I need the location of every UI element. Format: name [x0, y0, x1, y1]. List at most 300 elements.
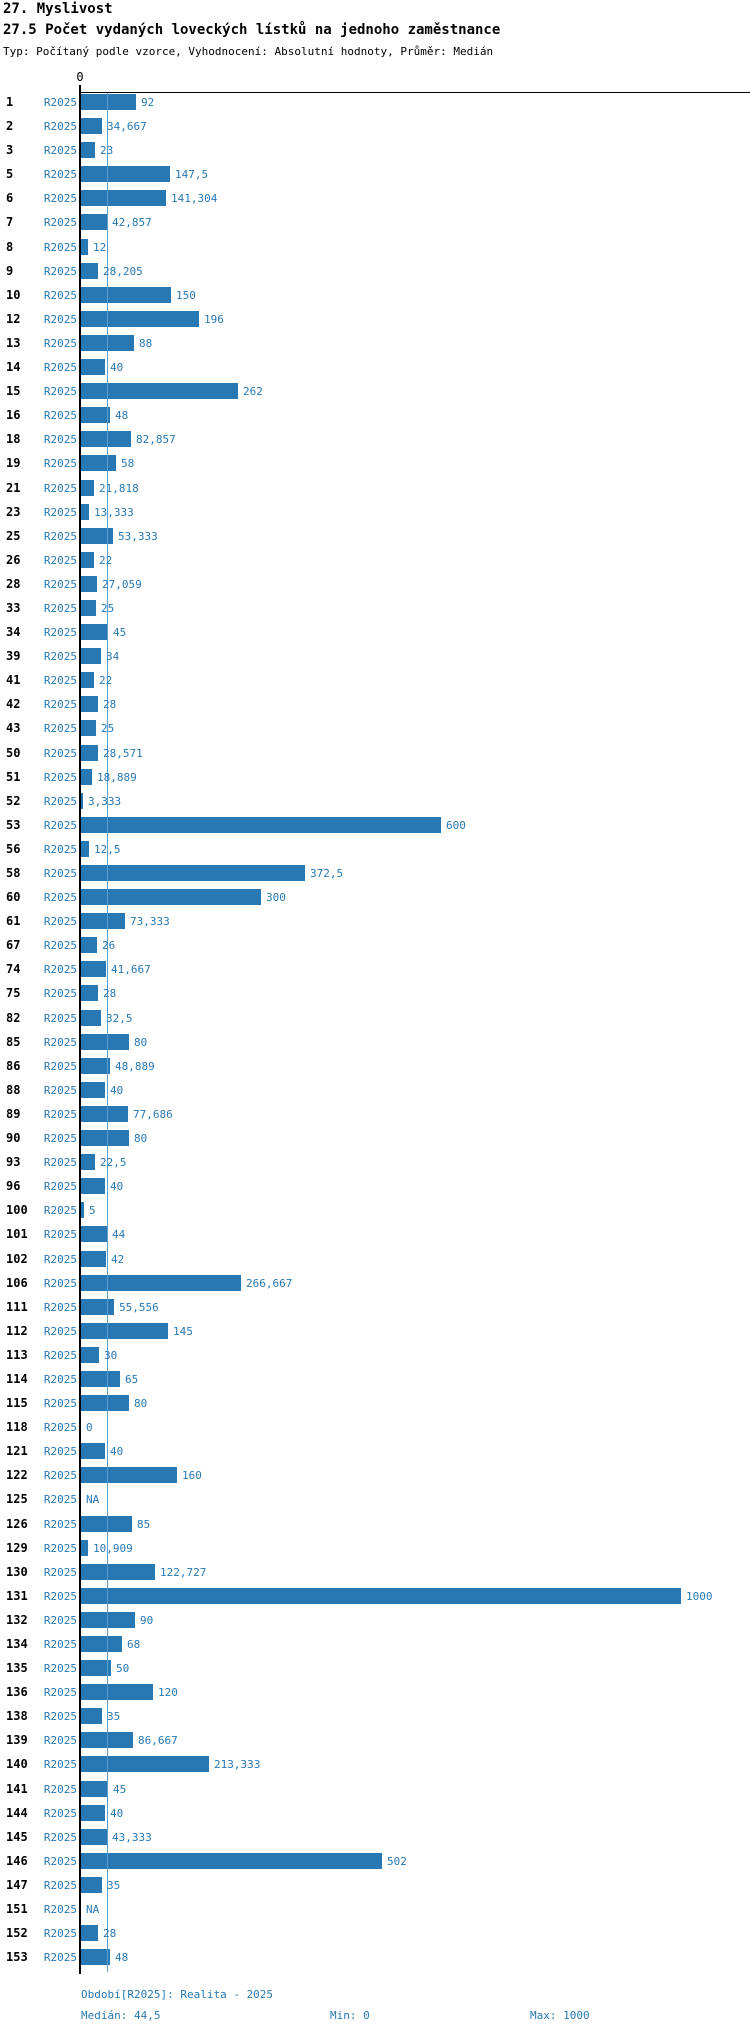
row-id-label: 34	[6, 625, 21, 640]
chart-row	[0, 1945, 750, 1969]
bar	[81, 287, 171, 303]
series-label: R2025	[43, 1252, 77, 1266]
row-id-label: 8	[6, 239, 14, 254]
value-label: 18,889	[97, 770, 137, 784]
page-title: 27.5 Počet vydaných loveckých lístků na jednoho zaměstnance	[3, 22, 501, 38]
chart-row	[0, 1704, 750, 1728]
series-label: R2025	[43, 577, 77, 591]
chart-row	[0, 885, 750, 909]
value-label: 262	[243, 385, 263, 399]
bar	[81, 1154, 95, 1170]
value-label: 86,667	[138, 1734, 178, 1748]
chart-row	[0, 1150, 750, 1174]
chart-row	[0, 1873, 750, 1897]
series-label: R2025	[43, 1686, 77, 1700]
row-id-label: 151	[6, 1902, 28, 1917]
row-id-label: 18	[6, 432, 21, 447]
row-id-label: 67	[6, 938, 21, 953]
chart-row	[0, 210, 750, 234]
chart-row	[0, 909, 750, 933]
series-label: R2025	[43, 1421, 77, 1435]
chart-row	[0, 1439, 750, 1463]
series-label: R2025	[43, 457, 77, 471]
row-id-label: 152	[6, 1926, 28, 1941]
row-id-label: 74	[6, 962, 21, 977]
value-label: 68	[127, 1638, 141, 1651]
series-label: R2025	[43, 963, 77, 977]
row-id-label: 26	[6, 552, 21, 567]
series-label: R2025	[43, 1758, 77, 1772]
value-label: 5	[89, 1204, 96, 1218]
median-reference-line	[107, 93, 108, 1972]
bar	[81, 1756, 209, 1772]
row-id-label: 43	[6, 721, 21, 736]
series-label: R2025	[43, 1059, 77, 1073]
row-id-label: 130	[6, 1564, 28, 1579]
chart-row	[0, 1897, 750, 1921]
row-id-label: 60	[6, 890, 21, 905]
footer-min: Min: 0	[330, 2009, 370, 2022]
series-label: R2025	[43, 553, 77, 567]
footer-period: Období[R2025]: Realita - 2025	[81, 1988, 274, 2001]
bar	[81, 1467, 177, 1483]
value-label: 25	[101, 601, 115, 615]
bar	[81, 1275, 241, 1291]
value-label: 55,556	[119, 1300, 159, 1314]
series-label: R2025	[43, 168, 77, 182]
value-label: 27,059	[102, 577, 142, 591]
row-id-label: 153	[6, 1950, 28, 1965]
chart-row	[0, 1825, 750, 1849]
bar	[81, 600, 96, 616]
series-label: R2025	[43, 1445, 77, 1459]
bar	[81, 311, 199, 327]
row-id-label: 3	[6, 143, 14, 158]
bar	[81, 504, 89, 520]
bar	[81, 624, 108, 640]
series-label: R2025	[43, 240, 77, 254]
series-label: R2025	[43, 867, 77, 880]
series-label: R2025	[43, 1951, 77, 1965]
bar	[81, 1877, 102, 1893]
chart-rows	[0, 90, 750, 1969]
footer-max: Max: 1000	[530, 2009, 590, 2022]
bar	[81, 1588, 681, 1604]
series-label: R2025	[43, 1180, 77, 1194]
value-label: 58	[121, 457, 135, 471]
bar	[81, 1082, 105, 1098]
value-label: 85	[137, 1517, 151, 1531]
chart-row	[0, 186, 750, 210]
chart-row	[0, 524, 750, 548]
bar	[81, 1684, 153, 1700]
value-label: 35	[107, 1878, 121, 1892]
series-label: R2025	[43, 336, 77, 350]
row-id-label: 6	[6, 191, 14, 206]
value-label: 150	[176, 288, 196, 302]
value-label: 502	[387, 1854, 407, 1868]
series-label: R2025	[43, 1734, 77, 1748]
value-label: 40	[110, 361, 124, 375]
series-label: R2025	[43, 1348, 77, 1362]
chart-row	[0, 1391, 750, 1415]
chart-row	[0, 1921, 750, 1945]
value-label: 0	[86, 1421, 93, 1435]
series-label: R2025	[43, 1397, 77, 1411]
value-label: 34	[106, 650, 120, 664]
bar	[81, 793, 83, 809]
chart-row	[0, 1295, 750, 1319]
bar	[81, 1299, 114, 1315]
row-id-label: 10	[6, 287, 21, 302]
value-label: 160	[182, 1469, 202, 1483]
row-id-label: 52	[6, 793, 21, 808]
bar	[81, 1251, 106, 1267]
row-id-label: 7	[6, 215, 14, 230]
row-id-label: 5	[6, 167, 14, 182]
row-id-label: 50	[6, 745, 21, 760]
chart-row	[0, 1536, 750, 1560]
value-label: 34,667	[107, 120, 147, 134]
chart-row	[0, 1078, 750, 1102]
series-label: R2025	[43, 1469, 77, 1483]
chart-row	[0, 620, 750, 644]
value-label: 196	[204, 312, 224, 326]
series-label: R2025	[43, 1830, 77, 1844]
bar	[81, 672, 94, 688]
series-label: R2025	[43, 1132, 77, 1146]
bar	[81, 1106, 128, 1122]
value-label: 145	[173, 1324, 193, 1338]
series-label: R2025	[43, 1300, 77, 1314]
row-id-label: 139	[6, 1733, 28, 1748]
series-label: R2025	[43, 1011, 77, 1025]
bar	[81, 1034, 129, 1050]
series-label: R2025	[43, 1228, 77, 1242]
bar	[81, 576, 97, 592]
series-label: R2025	[43, 915, 77, 929]
series-label: R2025	[43, 1662, 77, 1676]
row-id-label: 115	[6, 1396, 28, 1411]
chart-row	[0, 1174, 750, 1198]
row-id-label: 132	[6, 1612, 28, 1627]
chart-row	[0, 933, 750, 957]
chart-row	[0, 1415, 750, 1439]
value-label: 22	[99, 674, 113, 688]
series-label: R2025	[43, 770, 77, 784]
value-label: 41,667	[111, 963, 151, 977]
value-label: 28	[103, 1927, 117, 1941]
row-id-label: 86	[6, 1058, 21, 1073]
chart-row	[0, 1728, 750, 1752]
chart-row	[0, 1512, 750, 1536]
chart-row	[0, 957, 750, 981]
row-id-label: 111	[6, 1299, 28, 1314]
series-label: R2025	[43, 987, 77, 1001]
series-label: R2025	[43, 698, 77, 712]
bar	[81, 696, 98, 712]
bar	[81, 1010, 101, 1026]
series-label: R2025	[43, 601, 77, 615]
series-label: R2025	[43, 1878, 77, 1892]
series-label: R2025	[43, 120, 77, 134]
chart-row	[0, 235, 750, 259]
value-label: 77,686	[133, 1107, 173, 1121]
bar	[81, 1925, 98, 1941]
value-label: 90	[140, 1613, 154, 1627]
chart-row	[0, 331, 750, 355]
series-label: R2025	[43, 312, 77, 326]
value-label: 10,909	[93, 1541, 133, 1555]
row-id-label: 2	[6, 119, 14, 134]
row-id-label: 85	[6, 1034, 21, 1049]
chart-row	[0, 572, 750, 596]
series-label: R2025	[43, 216, 77, 230]
series-label: R2025	[43, 1493, 77, 1507]
value-label: 23	[100, 144, 114, 158]
series-label: R2025	[43, 1083, 77, 1097]
row-id-label: 56	[6, 841, 21, 856]
value-label: 92	[141, 96, 155, 109]
bar	[81, 118, 102, 134]
series-label: R2025	[43, 96, 77, 109]
bar	[81, 407, 110, 423]
chart-row	[0, 259, 750, 283]
value-label: 48	[115, 1951, 129, 1965]
bar	[81, 166, 170, 182]
row-id-label: 96	[6, 1179, 21, 1194]
value-label: 21,818	[99, 481, 139, 495]
row-id-label: 39	[6, 649, 21, 664]
bar	[81, 383, 238, 399]
bar	[81, 214, 107, 230]
row-id-label: 90	[6, 1131, 21, 1146]
bar	[81, 1708, 102, 1724]
series-label: R2025	[43, 1035, 77, 1049]
chart-row	[0, 1222, 750, 1246]
bar	[81, 239, 88, 255]
value-label: 42	[111, 1252, 125, 1266]
value-label: 35	[107, 1710, 121, 1724]
value-label: 28	[103, 698, 117, 712]
value-label: 372,5	[310, 867, 344, 880]
chart-row	[0, 1271, 750, 1295]
value-label: 73,333	[130, 915, 170, 929]
value-label: 80	[134, 1132, 148, 1146]
series-label: R2025	[43, 192, 77, 206]
row-id-label: 51	[6, 769, 21, 784]
row-id-label: 61	[6, 914, 21, 929]
row-id-label: 140	[6, 1757, 28, 1772]
value-label: 44	[112, 1228, 126, 1242]
row-id-label: 126	[6, 1516, 28, 1531]
chart-row	[0, 981, 750, 1005]
series-label: R2025	[43, 1372, 77, 1386]
bar	[81, 359, 105, 375]
bar	[81, 1949, 110, 1965]
value-label: 13,333	[94, 505, 134, 519]
value-label: 40	[110, 1180, 124, 1194]
value-label: 48	[115, 409, 129, 423]
series-label: R2025	[43, 794, 77, 808]
row-id-label: 23	[6, 504, 21, 519]
row-id-label: 141	[6, 1781, 28, 1796]
value-label: 22	[99, 553, 113, 567]
series-label: R2025	[43, 722, 77, 736]
row-id-label: 135	[6, 1661, 28, 1676]
value-label: 80	[134, 1035, 148, 1049]
series-label: R2025	[43, 818, 77, 832]
row-id-label: 1	[6, 95, 14, 109]
series-label: R2025	[43, 144, 77, 158]
series-label: R2025	[43, 1107, 77, 1121]
series-label: R2025	[43, 1710, 77, 1724]
row-id-label: 21	[6, 480, 21, 495]
chart-row	[0, 1752, 750, 1776]
footer-median: Medián: 44,5	[81, 2009, 161, 2022]
series-label: R2025	[43, 1565, 77, 1579]
chart-row	[0, 1006, 750, 1030]
series-label: R2025	[43, 361, 77, 375]
value-label: 53,333	[118, 529, 158, 543]
series-label: R2025	[43, 1589, 77, 1603]
row-id-label: 136	[6, 1685, 28, 1700]
series-label: R2025	[43, 746, 77, 760]
row-id-label: 112	[6, 1323, 28, 1338]
chart-row	[0, 1198, 750, 1222]
value-label: 40	[110, 1083, 124, 1097]
value-label: 65	[125, 1372, 139, 1386]
chart-row	[0, 1632, 750, 1656]
bar	[81, 1443, 105, 1459]
value-label: 26	[102, 939, 116, 953]
chart-row	[0, 1560, 750, 1584]
bar	[81, 1178, 105, 1194]
row-id-label: 42	[6, 697, 21, 712]
series-label: R2025	[43, 505, 77, 519]
bar	[81, 1323, 168, 1339]
value-label: 266,667	[246, 1276, 293, 1290]
bar	[81, 480, 94, 496]
row-id-label: 129	[6, 1540, 28, 1555]
chart-row	[0, 1777, 750, 1801]
series-label: R2025	[43, 529, 77, 543]
chart-row	[0, 1319, 750, 1343]
chart-row	[0, 1054, 750, 1078]
bar	[81, 1612, 135, 1628]
value-label: 3,333	[88, 794, 122, 808]
value-label: 40	[110, 1806, 124, 1820]
row-id-label: 145	[6, 1829, 28, 1844]
chart-row	[0, 1680, 750, 1704]
bar	[81, 94, 136, 110]
series-label: R2025	[43, 674, 77, 688]
value-label: 40	[110, 1445, 124, 1459]
row-id-label: 93	[6, 1155, 21, 1170]
value-label: 28,205	[103, 264, 143, 278]
row-id-label: 16	[6, 408, 21, 423]
value-label: 120	[158, 1686, 178, 1700]
row-id-label: 82	[6, 1010, 21, 1025]
bar	[81, 745, 98, 761]
row-id-label: 121	[6, 1444, 28, 1459]
value-label: 213,333	[214, 1758, 261, 1772]
bar	[81, 1395, 129, 1411]
chart-row	[0, 668, 750, 692]
bar	[81, 1371, 120, 1387]
series-label: R2025	[43, 1156, 77, 1170]
series-label: R2025	[43, 1541, 77, 1555]
chart-row	[0, 596, 750, 620]
chart-row	[0, 138, 750, 162]
chart-row	[0, 500, 750, 524]
series-label: R2025	[43, 891, 77, 905]
value-label: 45	[113, 626, 127, 640]
chapter-title: 27. Myslivost	[3, 1, 113, 17]
value-label: 82,857	[136, 433, 176, 447]
row-id-label: 146	[6, 1853, 28, 1868]
value-label: 48,889	[115, 1059, 155, 1073]
row-id-label: 122	[6, 1468, 28, 1483]
chart-subtitle: Typ: Počítaný podle vzorce, Vyhodnocení: Absolutní hodnoty, Průměr: Medián	[3, 45, 494, 58]
bar	[81, 1540, 88, 1556]
bar	[81, 817, 441, 833]
bar	[81, 431, 131, 447]
bar	[81, 889, 261, 905]
bar	[81, 1058, 110, 1074]
value-label: 147,5	[175, 168, 209, 182]
chart-row	[0, 789, 750, 813]
bar	[81, 648, 101, 664]
value-label: 25	[101, 722, 115, 736]
series-label: R2025	[43, 1806, 77, 1820]
row-id-label: 134	[6, 1637, 28, 1651]
chart-row	[0, 1126, 750, 1150]
bar	[81, 142, 95, 158]
chart-row	[0, 644, 750, 668]
series-label: R2025	[43, 1782, 77, 1796]
bar	[81, 985, 98, 1001]
row-id-label: 41	[6, 673, 21, 688]
row-id-label: 19	[6, 456, 21, 471]
chart-row	[0, 1367, 750, 1391]
bar	[81, 1805, 105, 1821]
series-label: R2025	[43, 1324, 77, 1338]
chart-row	[0, 716, 750, 740]
value-label: 45	[113, 1782, 127, 1796]
row-id-label: 100	[6, 1203, 28, 1218]
chart-row	[0, 1849, 750, 1873]
row-id-label: 101	[6, 1227, 28, 1242]
series-label: R2025	[43, 1517, 77, 1531]
row-id-label: 13	[6, 335, 21, 350]
chart-row	[0, 1608, 750, 1632]
chart-row	[0, 1343, 750, 1367]
bar	[81, 913, 125, 929]
row-id-label: 89	[6, 1106, 21, 1121]
chart-row	[0, 1247, 750, 1271]
series-label: R2025	[43, 1276, 77, 1290]
series-label: R2025	[43, 1638, 77, 1651]
value-label: 1000	[686, 1589, 713, 1603]
row-id-label: 75	[6, 986, 21, 1001]
chart-row	[0, 1584, 750, 1608]
value-label: 141,304	[171, 192, 218, 206]
series-label: R2025	[43, 626, 77, 640]
chart-row	[0, 1487, 750, 1511]
chart-row	[0, 861, 750, 885]
series-label: R2025	[43, 481, 77, 495]
